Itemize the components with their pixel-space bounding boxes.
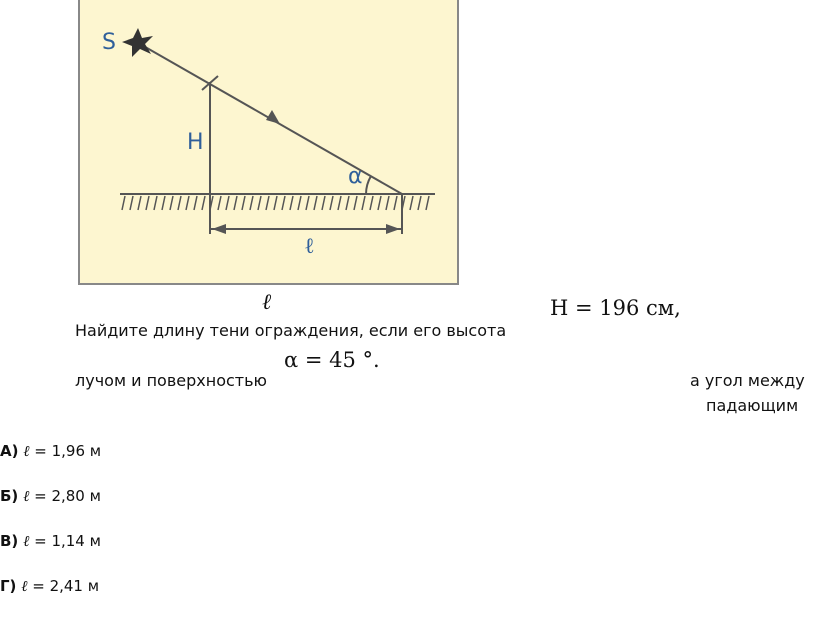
- option-value: = 2,41 м: [32, 577, 100, 595]
- answer-option-v[interactable]: [0, 534, 101, 549]
- option-symbol: ℓ: [21, 577, 28, 595]
- ray-arrow: [266, 110, 280, 124]
- source-label: S: [102, 30, 116, 55]
- star-icon: [122, 28, 153, 57]
- problem-line-2-right: а угол между: [690, 371, 805, 390]
- option-value: = 1,96 м: [34, 442, 102, 460]
- height-label: H: [187, 130, 204, 155]
- ell-symbol: ℓ: [262, 290, 272, 315]
- dim-arrow-left: [212, 224, 226, 234]
- shadow-label: ℓ: [304, 234, 315, 259]
- option-letter: Б): [0, 487, 19, 505]
- answer-option-a[interactable]: [0, 444, 101, 459]
- angle-arc: [366, 176, 371, 194]
- option-value: = 2,80 м: [34, 487, 101, 505]
- option-symbol: ℓ: [23, 532, 30, 550]
- answer-option-b[interactable]: [0, 489, 101, 504]
- option-letter: В): [0, 532, 19, 550]
- figure-drawing: [80, 0, 461, 285]
- option-letter: Г): [0, 577, 17, 595]
- option-letter: А): [0, 442, 19, 460]
- dim-arrow-right: [386, 224, 400, 234]
- answer-option-g[interactable]: [0, 579, 99, 594]
- height-formula: H = 196 см,: [550, 296, 681, 320]
- geometry-figure: [78, 0, 459, 285]
- problem-line-1: Найдите длину тени ограждения, если его высота: [75, 321, 507, 340]
- problem-line-2-left: лучом и поверхностью: [75, 371, 267, 390]
- angle-formula: α = 45 °.: [284, 348, 380, 372]
- option-symbol: ℓ: [23, 487, 30, 505]
- option-symbol: ℓ: [23, 442, 30, 460]
- option-value: = 1,14 м: [34, 532, 101, 550]
- problem-line-3-right: падающим: [706, 396, 799, 415]
- angle-label: α: [348, 164, 363, 189]
- ground-hatching: [122, 196, 429, 210]
